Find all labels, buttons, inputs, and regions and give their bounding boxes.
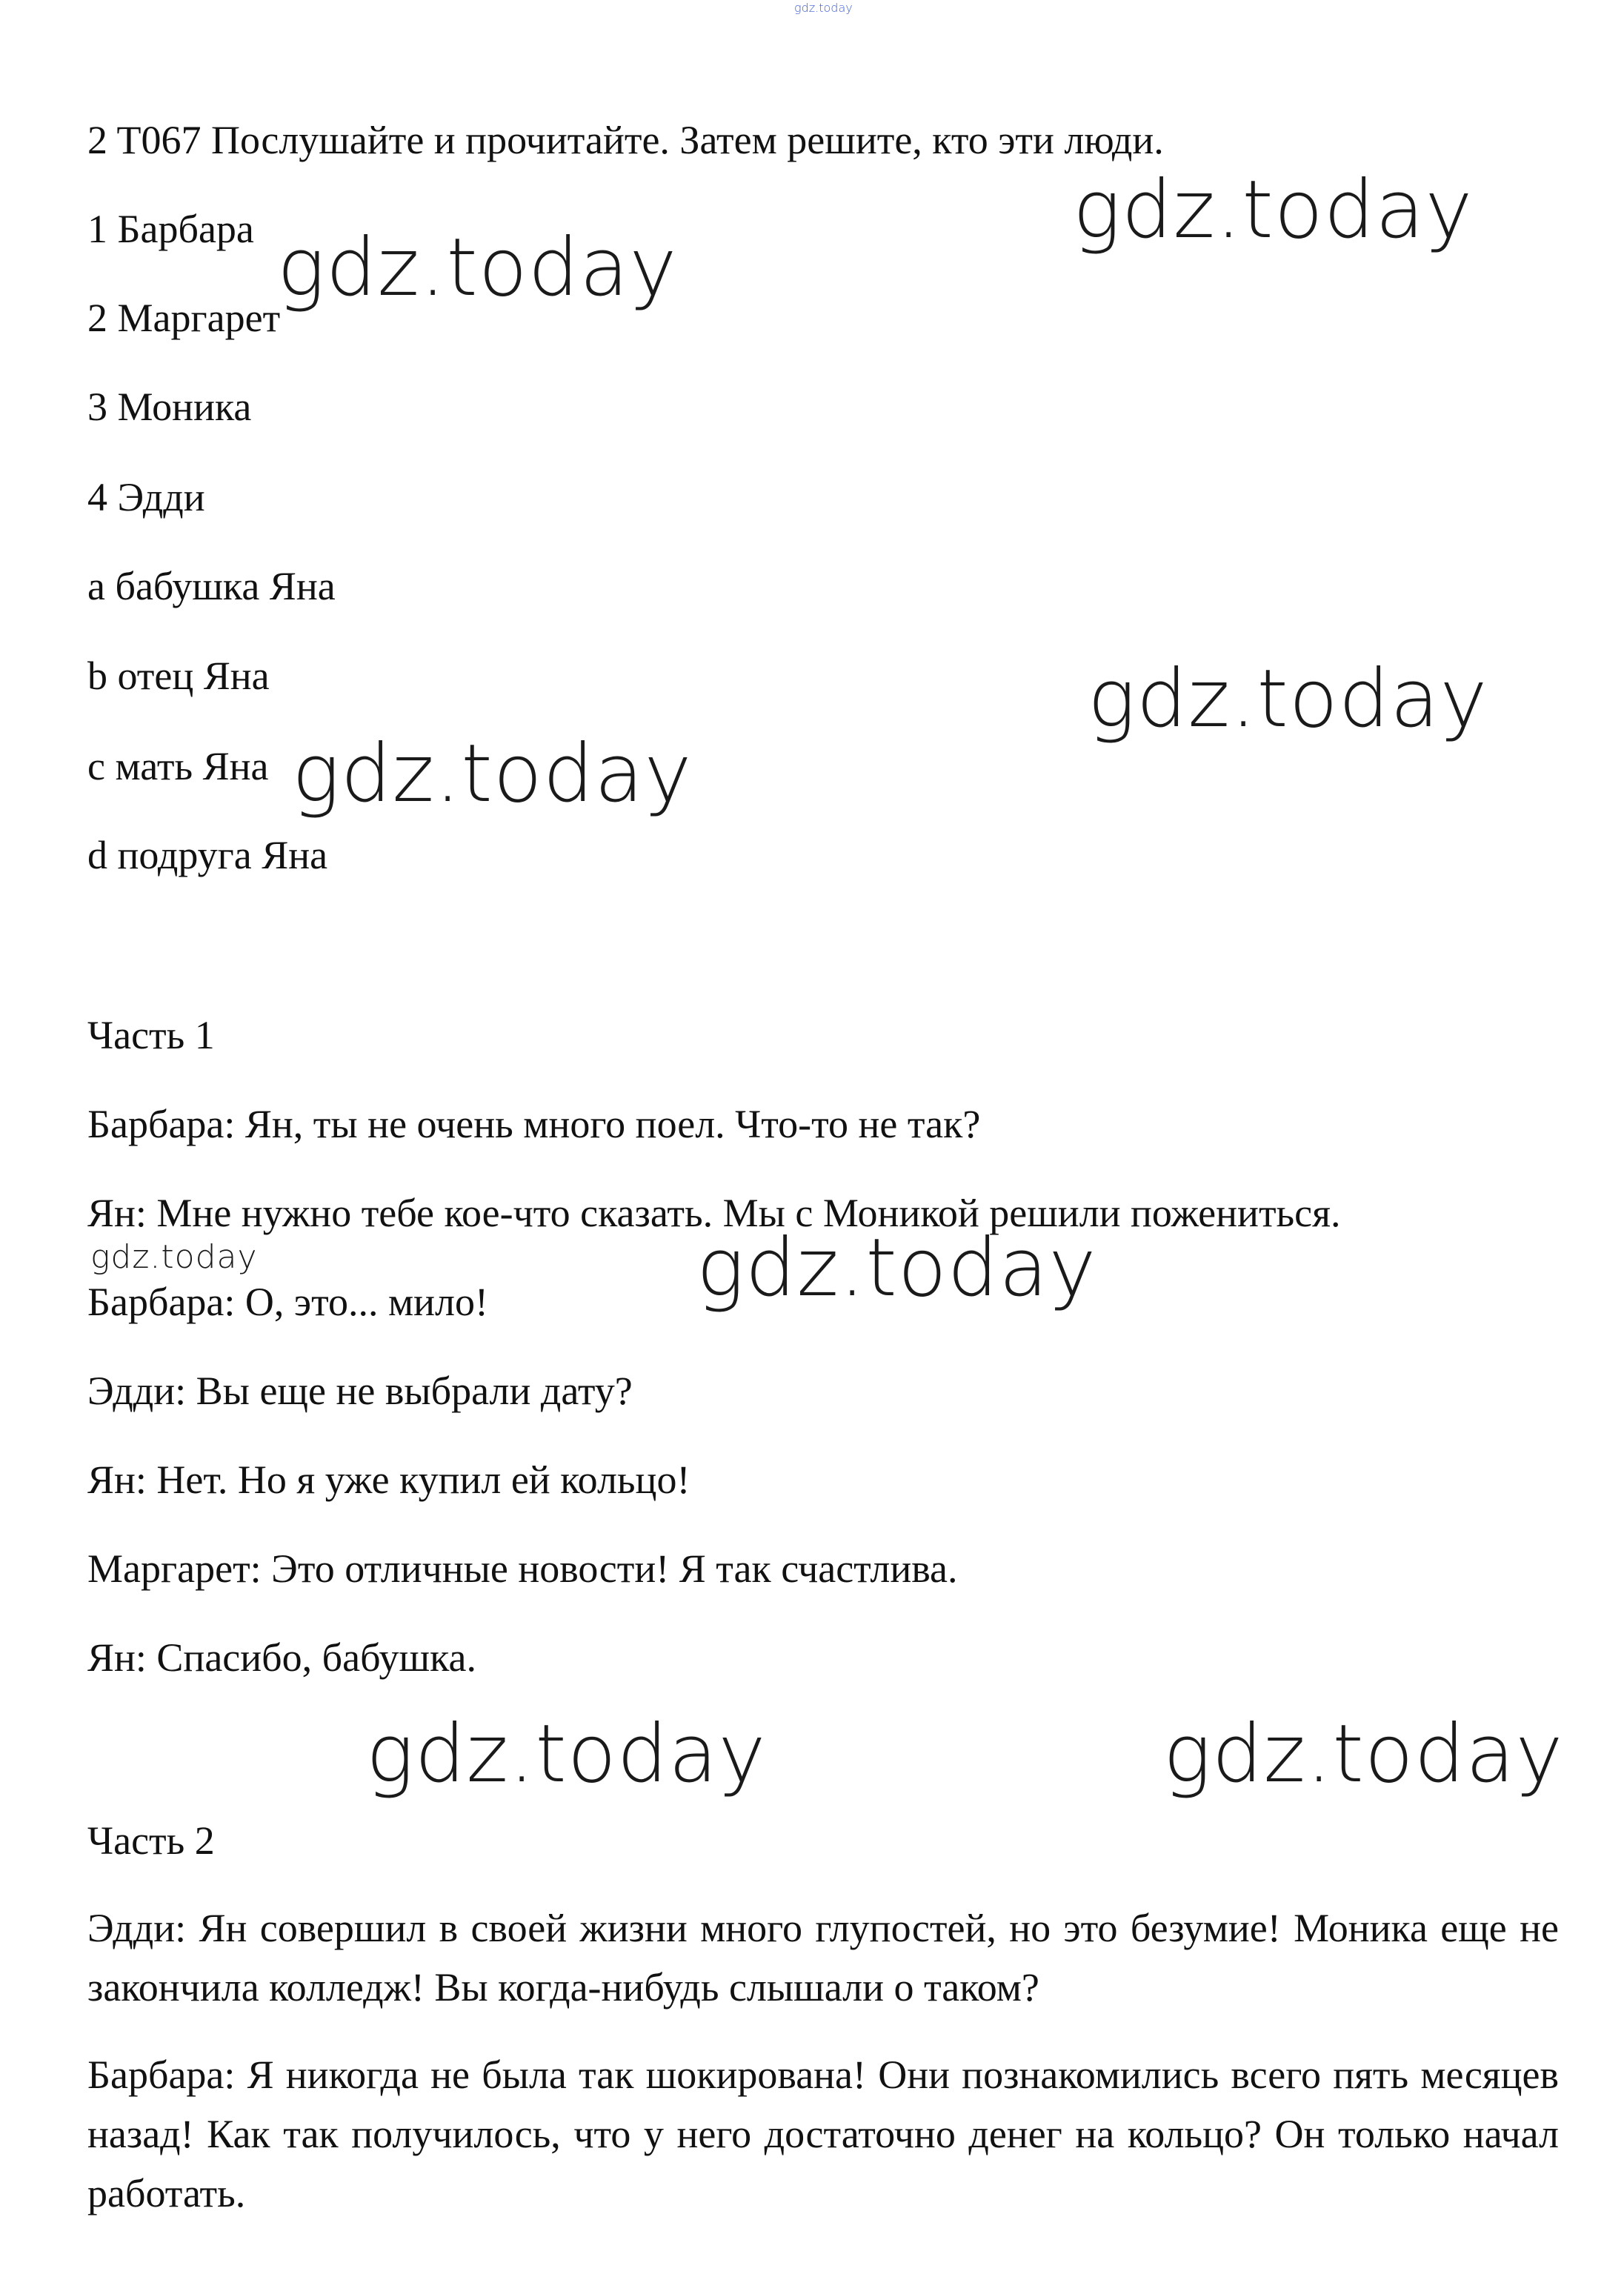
dialogue-line: Ян: Мне нужно тебе кое-что сказать. Мы с Моникой решили пожениться. <box>87 1191 1341 1235</box>
role-item-d: d подруга Яна <box>87 833 328 877</box>
task-heading: 2 T067 Послушайте и прочитайте. Затем решите, кто эти люди. <box>87 118 1164 162</box>
watermark: gdz.today <box>90 1238 258 1276</box>
dialogue-paragraph: Барбара: Я никогда не была так шокирована! Они познакомились всего пять месяцев назад! Как так получилось, что у него достаточно денег на кольцо? Он только начал работать. <box>87 2052 1559 2215</box>
dialogue-line: Ян: Нет. Но я уже купил ей кольцо! <box>87 1457 690 1502</box>
top-watermark: gdz.today <box>794 1 853 15</box>
watermark: gdz.today <box>696 1222 1097 1314</box>
name-item-4: 4 Эдди <box>87 475 205 519</box>
watermark: gdz.today <box>292 728 693 820</box>
dialogue-paragraph: Эдди: Ян совершил в своей жизни много глупостей, но это безумие! Моника еще не закончила колледж! Вы когда-нибудь слышали о таком? <box>87 1906 1559 2010</box>
name-item-1: 1 Барбара <box>87 207 254 251</box>
role-item-b: b отец Яна <box>87 654 270 698</box>
dialogue-line: Барбара: О, это... мило! <box>87 1280 488 1324</box>
part1-title: Часть 1 <box>87 1013 215 1057</box>
dialogue-line: Эдди: Вы еще не выбрали дату? <box>87 1369 633 1413</box>
role-item-a: a бабушка Яна <box>87 564 336 608</box>
watermark: gdz.today <box>1073 164 1474 256</box>
dialogue-line: Барбара: Ян, ты не очень много поел. Что-то не так? <box>87 1102 981 1146</box>
role-item-c: c мать Яна <box>87 744 269 788</box>
watermark: gdz.today <box>366 1708 767 1801</box>
dialogue-line: Ян: Спасибо, бабушка. <box>87 1635 476 1680</box>
part2-title: Часть 2 <box>87 1818 215 1863</box>
name-item-3: 3 Моника <box>87 385 252 429</box>
watermark: gdz.today <box>1088 653 1488 745</box>
dialogue-line: Маргарет: Это отличные новости! Я так счастлива. <box>87 1546 958 1591</box>
watermark: gdz.today <box>1163 1708 1564 1801</box>
name-item-2: 2 Маргарет <box>87 296 281 340</box>
watermark: gdz.today <box>277 222 678 314</box>
